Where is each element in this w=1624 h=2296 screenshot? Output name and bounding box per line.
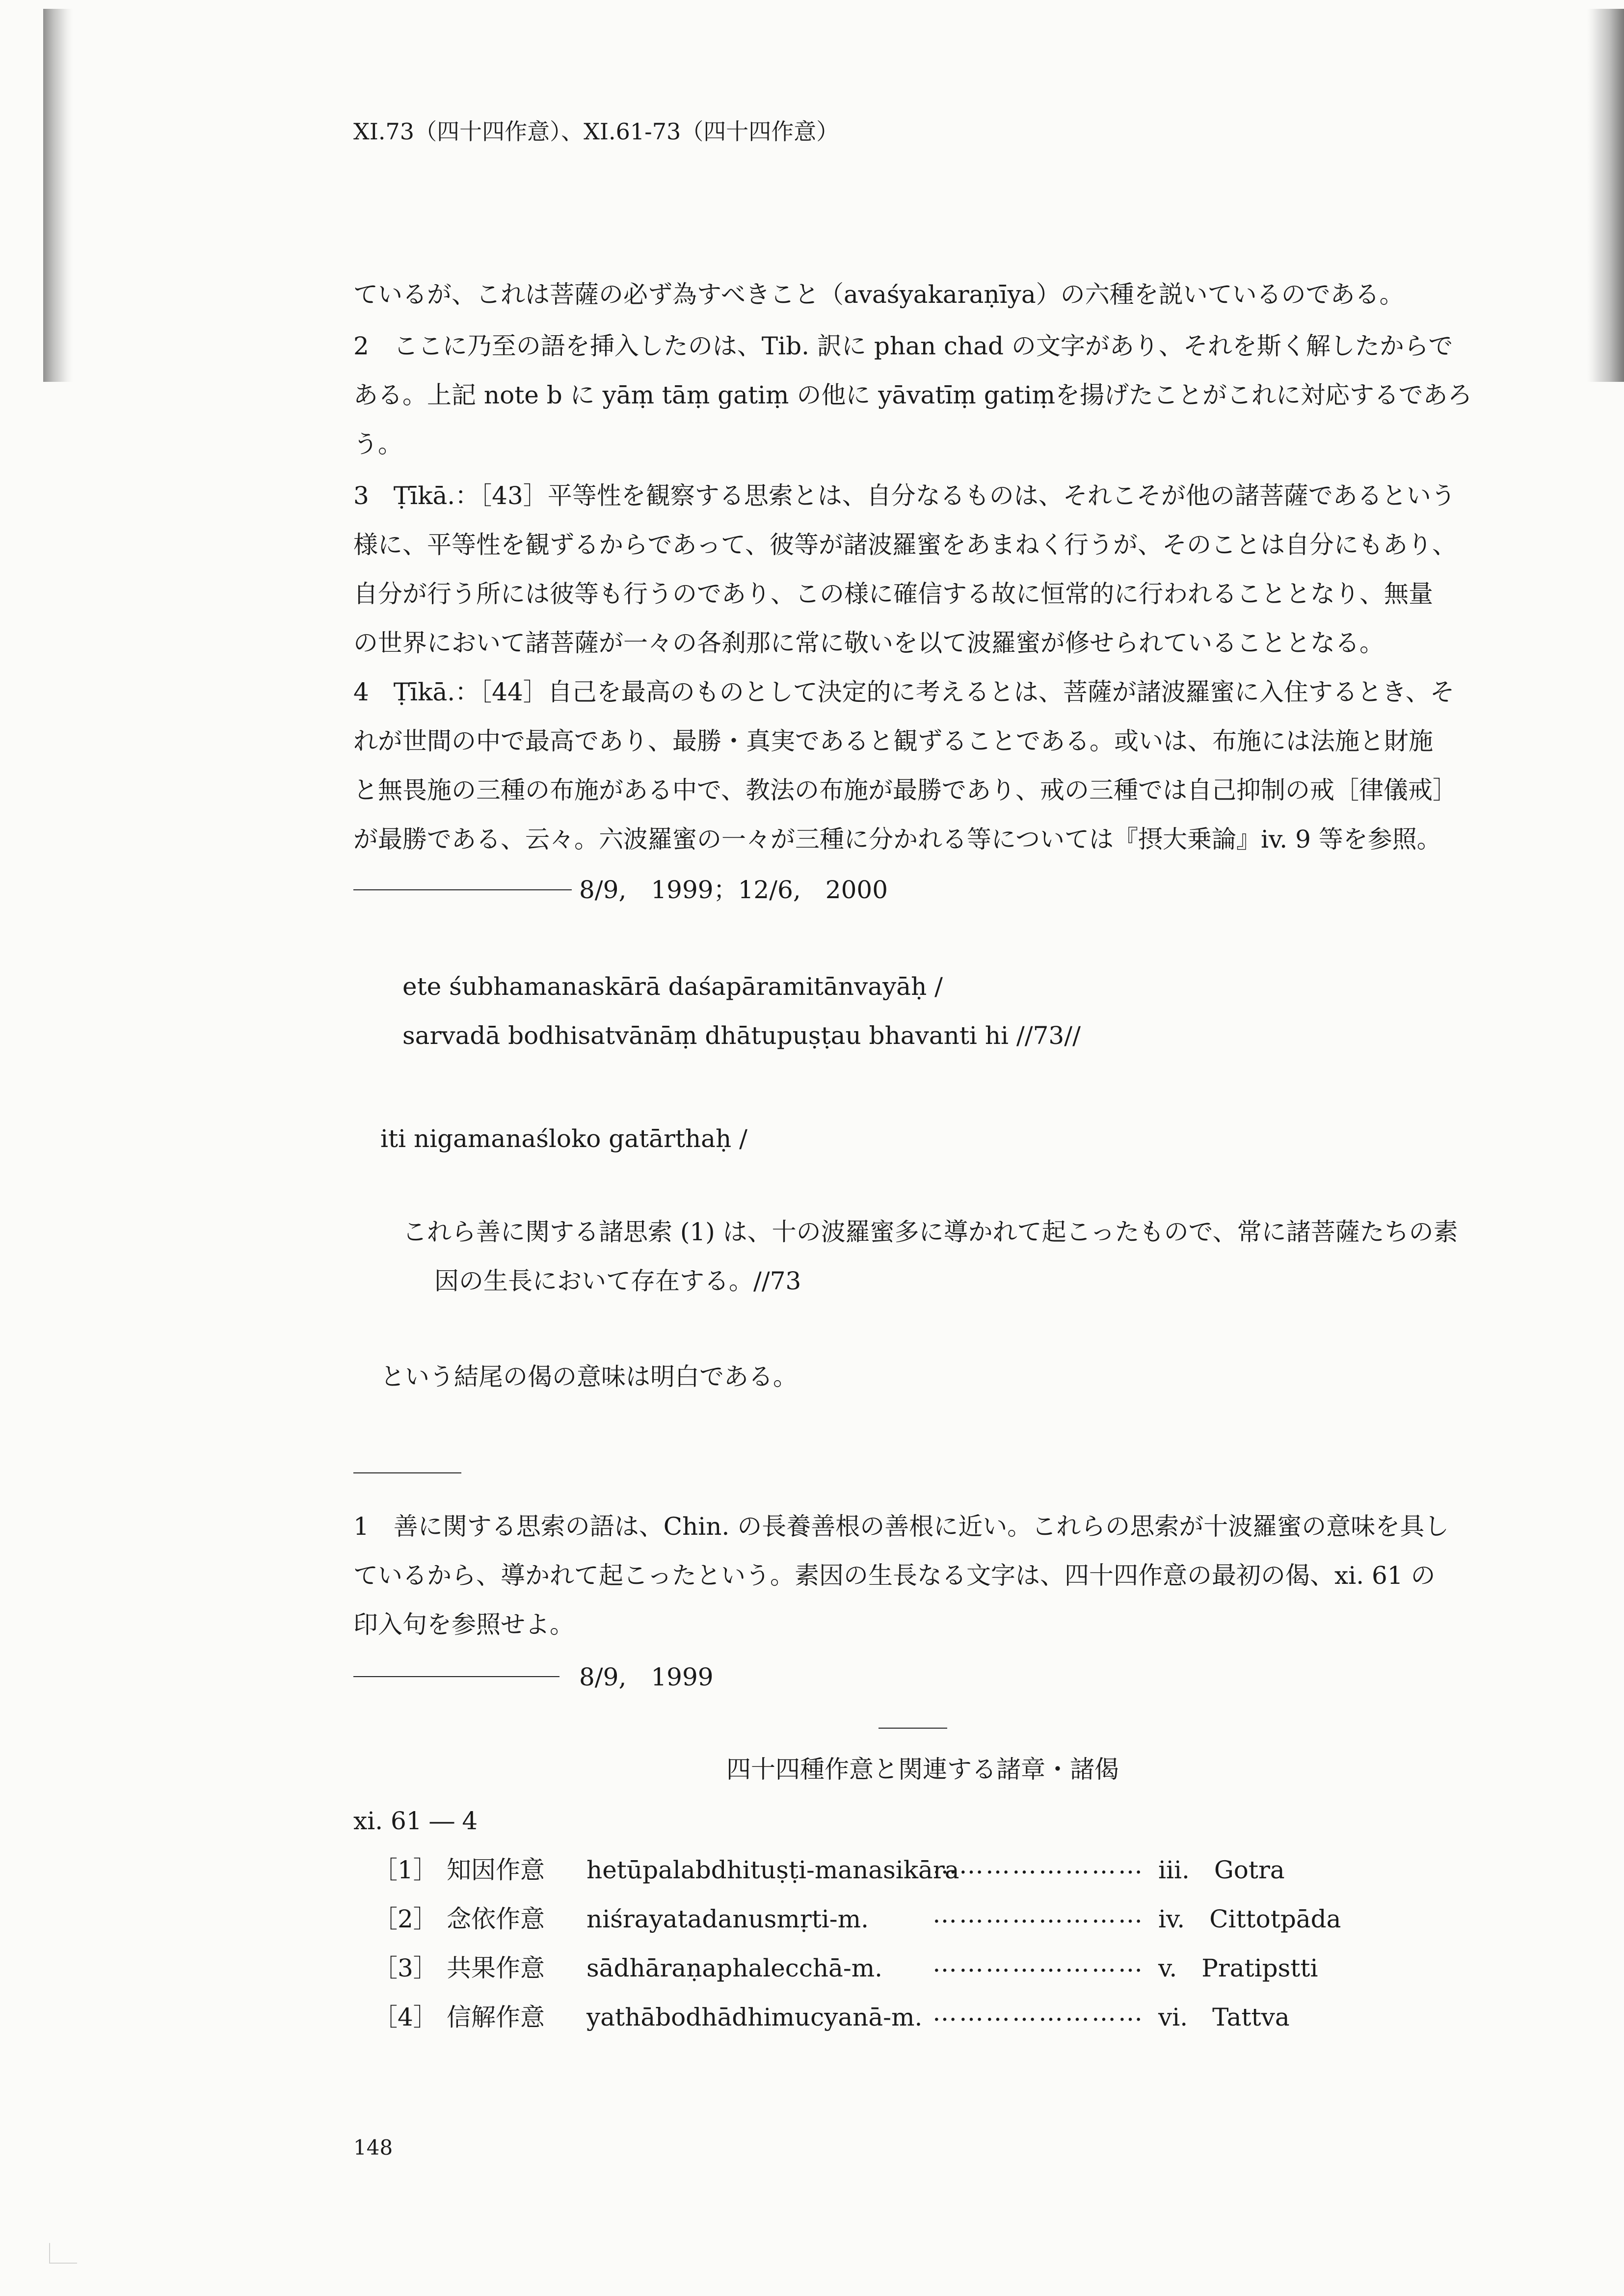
note-4-line-1: 4 Ṭīkā.：［44］自己を最高のものとして決定的に考えるとは、菩薩が諸波羅蜜に入住するとき、そ [353,678,1455,706]
scan-corner-mark [49,2243,77,2264]
row-leader: …………………… [932,1949,1145,1977]
section-rule [879,1728,947,1729]
footnote-line-1: 1 善に関する思索の語は、Chin. の長養善根の善根に近い。これらの思索が十波羅蜜の意味を具し [353,1512,1449,1541]
row-sanskrit: hetūpalabdhituṣṭi-manasikāra [586,1856,959,1884]
scan-edge-left [43,9,73,382]
row-number: ［2］ [373,1905,438,1933]
note-2-line-3: う。 [353,430,402,458]
footnote-rule [353,1472,461,1473]
running-header: XI.73（四十四作意）、XI.61-73（四十四作意） [353,118,839,145]
translation-line-1: これら善に関する諸思索 (1) は、十の波羅蜜多に導かれて起こったもので、常に諸菩薩たちの素 [402,1218,1458,1246]
row-number: ［4］ [373,2003,438,2031]
row-reference: vi. Tattva [1158,2003,1290,2031]
row-reference: v. Pratipstti [1158,1954,1318,1982]
row-reference: iv. Cittotpāda [1158,1905,1341,1933]
row-term: 共果作意 [447,1954,545,1982]
row-sanskrit: niśrayatadanusmṛti-m. [586,1905,869,1933]
date-rule [353,889,572,890]
note-2-line-1: 2 ここに乃至の語を挿入したのは、Tib. 訳に phan chad の文字があり、それを斯く解したからで [353,332,1453,360]
section-title: 四十四種作意と関連する諸章・諸偈 [726,1755,1119,1784]
iti-line: iti nigamanaśloko gatārthaḥ / [380,1124,747,1153]
verse-line-2: sarvadā bodhisatvānāṃ dhātupuṣṭau bhavanti hi //73// [402,1021,1081,1050]
page-number: 148 [353,2136,393,2160]
note-3-line-3: 自分が行う所には彼等も行うのであり、この様に確信する故に恒常的に行われることとなり、無量 [353,580,1433,608]
note-continuation: ているが、これは菩薩の必ず為すべきこと（avaśyakaraṇīya）の六種を説いているのである。 [353,280,1404,309]
footnote-line-2: ているから、導かれて起こったという。素因の生長なる文字は、四十四作意の最初の偈、xi. 61 の [353,1561,1436,1590]
verse-line-1: ete śubhamanaskārā daśapāramitānvayāḥ / [402,972,943,1001]
row-leader: …………………… [932,1900,1145,1928]
row-number: ［1］ [373,1856,438,1884]
closing-sentence: という結尾の偈の意味は明白である。 [380,1362,798,1391]
row-sanskrit: yathābodhādhimucyanā-m. [586,2003,923,2031]
footnote-line-3: 印入句を参照せよ。 [353,1610,574,1639]
row-term: 信解作意 [447,2003,545,2031]
note-3-line-2: 様に、平等性を観ずるからであって、彼等が諸波羅蜜をあまねく行うが、そのことは自分にもあり、 [353,531,1457,559]
section-range: xi. 61 ― 4 [353,1807,478,1835]
row-sanskrit: sādhāraṇaphalecchā-m. [586,1954,883,1982]
note-4-line-2: れが世間の中で最高であり、最勝・真実であると観ずることである。或いは、布施には法施と財施 [353,727,1433,755]
date-line: 8/9, 1999；12/6, 2000 [579,876,888,904]
row-leader: …………………… [932,1998,1145,2027]
note-3-line-4: の世界において諸菩薩が一々の各刹那に常に敬いを以て波羅蜜が修せられていることとなる。 [353,629,1384,657]
footnote-date-rule [353,1676,559,1677]
row-term: 念依作意 [447,1905,545,1933]
scan-edge-right [1587,9,1624,382]
row-term: 知因作意 [447,1856,545,1884]
note-2-line-2: ある。上記 note b に yāṃ tāṃ gatiṃ の他に yāvatīṃ gatiṃを揚げたことがこれに対応するであろ [353,381,1472,409]
footnote-date: 8/9, 1999 [579,1663,714,1691]
row-number: ［3］ [373,1954,438,1982]
note-4-line-3: と無畏施の三種の布施がある中で、教法の布施が最勝であり、戒の三種では自己抑制の戒［律儀戒］ [353,776,1457,804]
translation-line-2: 因の生長において存在する。//73 [434,1267,801,1295]
row-reference: iii. Gotra [1158,1856,1285,1884]
note-4-line-4: が最勝である、云々。六波羅蜜の一々が三種に分かれる等については『摂大乗論』iv. 9 等を参照。 [353,825,1441,854]
row-leader: …………………… [932,1851,1145,1879]
note-3-line-1: 3 Ṭīkā.：［43］平等性を観察する思索とは、自分なるものは、それこそが他の諸菩薩であるという [353,481,1456,510]
